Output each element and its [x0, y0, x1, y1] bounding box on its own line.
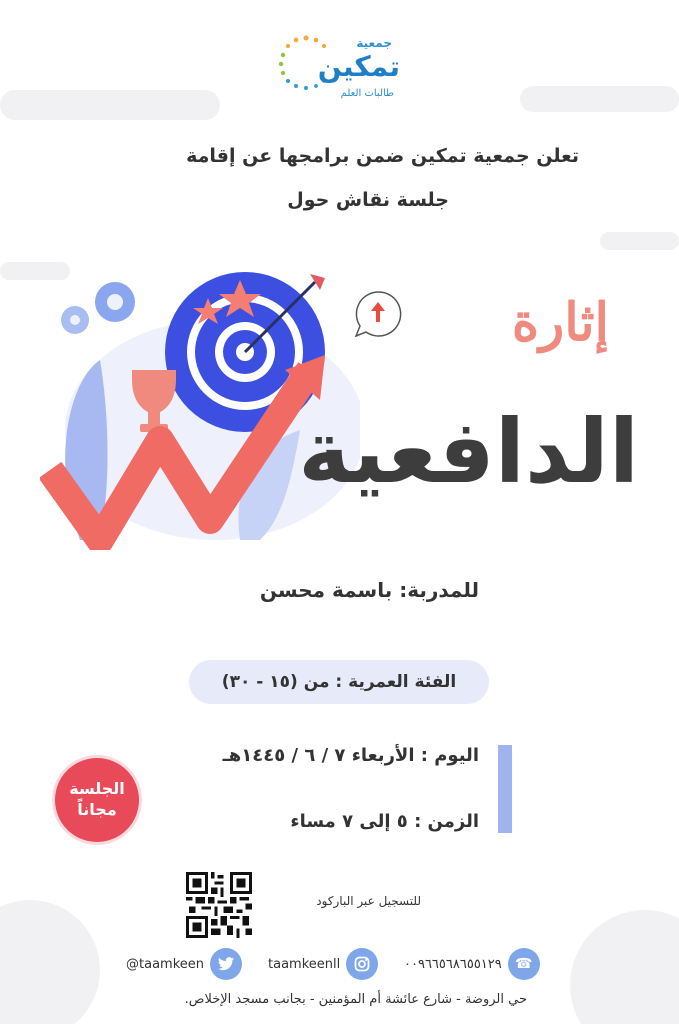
background-cloud: [570, 910, 679, 1024]
title-top: إثارة: [511, 292, 609, 353]
title-main: الدافعية: [298, 400, 639, 503]
contact-twitter[interactable]: [126, 948, 242, 980]
free-badge-line-2: مجاناً: [77, 800, 117, 819]
background-cloud: [520, 86, 679, 112]
organization-logo: [276, 28, 406, 112]
intro-line-2: جلسة نقاش حول: [287, 189, 449, 211]
trainer-name: للمدربة: باسمة محسن: [259, 578, 479, 602]
registration-qr-code[interactable]: [186, 872, 252, 938]
schedule-divider: [498, 745, 512, 833]
logo-small-text: جمعية: [356, 36, 392, 50]
free-badge-line-1: الجلسة: [69, 779, 125, 799]
logo-subtitle: طالبات العلم: [340, 88, 394, 99]
venue-address: حي الروضة - شارع عائشة أم المؤمنين - بجانب مسجد الإخلاص.: [184, 992, 527, 1007]
session-time: الزمن : ٥ إلى ٧ مساء: [290, 811, 479, 832]
age-group-pill: [189, 660, 489, 704]
background-cloud: [600, 232, 679, 250]
contact-instagram[interactable]: [268, 948, 378, 980]
age-group-text: الفئة العمرية : من (١٥ - ٣٠): [221, 672, 457, 692]
session-day: اليوم : الأربعاء ٧ / ٦ / ١٤٤٥هـ: [222, 745, 479, 766]
background-cloud: [0, 90, 220, 120]
instagram-handle: taamkeenll: [268, 956, 341, 972]
gear-icon: [61, 306, 89, 334]
logo-name: تمكين: [317, 50, 400, 83]
twitter-handle: taamkeen@: [126, 956, 204, 972]
arrow-up-bubble-icon: [352, 288, 408, 338]
background-cloud: [0, 900, 100, 1024]
free-session-badge: [52, 755, 142, 845]
intro-line-1: تعلن جمعية تمكين ضمن برامجها عن إقامة: [186, 145, 579, 167]
twitter-icon: [210, 948, 242, 980]
register-label: للتسجيل عبر الباركود: [316, 894, 421, 908]
phone-number: ٠٠٩٦٦٥٦٨٦٥٥١٢٩: [404, 956, 502, 972]
contact-phone[interactable]: [404, 948, 540, 980]
gear-icon: [95, 282, 135, 322]
instagram-icon: [346, 948, 378, 980]
phone-icon: ☎: [508, 948, 540, 980]
